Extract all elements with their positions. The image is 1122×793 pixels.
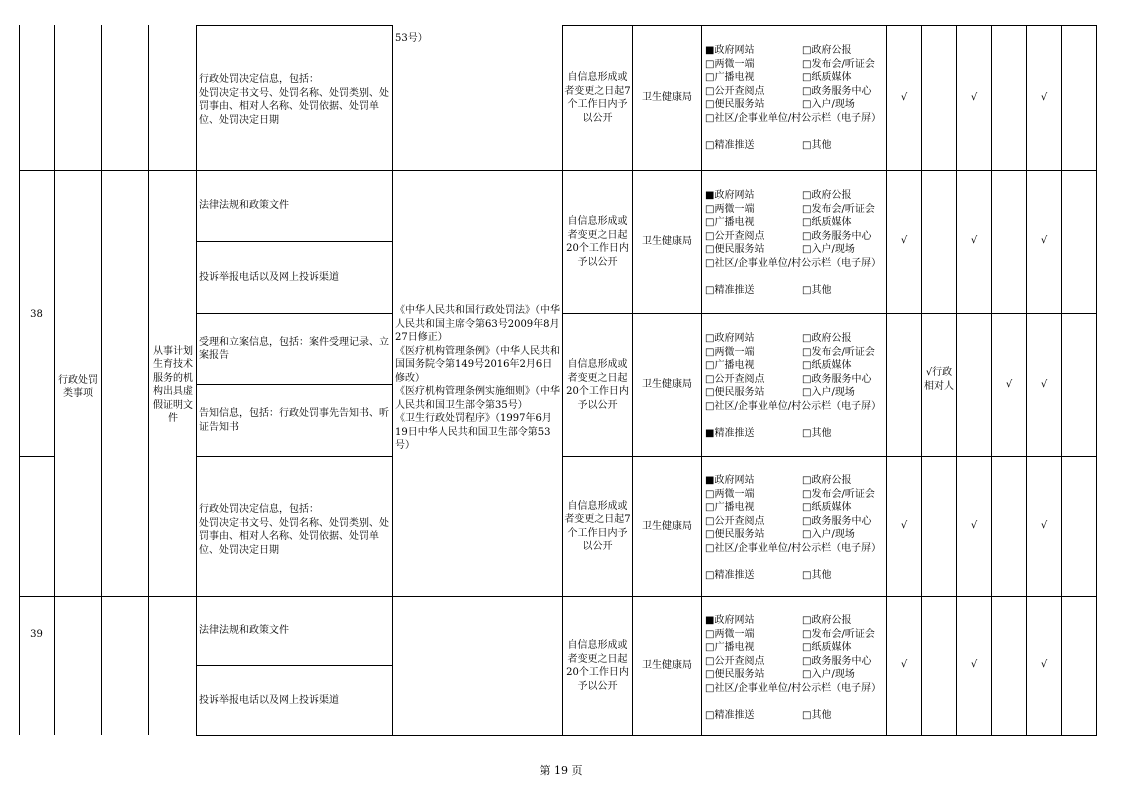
rule [19, 596, 1096, 597]
rule [19, 456, 54, 457]
channel-option-reading-point: □公开查阅点 [705, 655, 765, 667]
channel-option-gov-site: ■政府网站 [705, 615, 755, 626]
rule [148, 25, 149, 735]
check-mark: √ [1040, 659, 1048, 670]
check-mark: √ [1005, 379, 1013, 390]
rule [196, 735, 1096, 736]
channel-option-convenience: □便民服务站 [705, 529, 765, 540]
channel-row [705, 668, 885, 682]
item-cell: 法律法规和政策文件 [199, 200, 289, 212]
channel-option-other: □其他 [802, 709, 832, 721]
channel-list [705, 189, 885, 297]
channel-option-other: □其他 [802, 139, 832, 151]
channel-option-gov-gazette: □政府公报 [802, 190, 852, 201]
channel-row [705, 257, 885, 284]
channel-option-door: □入户/现场 [802, 244, 855, 255]
channel-row [705, 373, 885, 387]
subject-cell: 从事计划生育技术服务的机构出具虚假证明文件 [153, 345, 193, 424]
check-mark: √ [970, 92, 978, 103]
channel-option-reading-point: □公开查阅点 [705, 515, 765, 527]
department-cell: 卫生健康局 [642, 92, 692, 104]
channel-option-two-micro: □两微一端 [705, 203, 755, 215]
item-cell: 行政处罚决定信息，包括： 处罚决定书文号、处罚名称、处罚类别、处罚事由、相对人名称、处罚依据、处罚单位、处罚决定日期 [199, 504, 389, 556]
channel-list [705, 614, 885, 722]
check-mark: √ [900, 659, 908, 670]
channel-option-door: □入户/现场 [802, 99, 855, 110]
channel-option-press: □发布会/听证会 [802, 203, 875, 215]
rule [196, 25, 197, 736]
channel-option-press: □发布会/听证会 [802, 58, 875, 70]
check-mark: √ [1040, 235, 1048, 246]
time-limit-cell: 自信息形成或者变更之日起20个工作日内予以公开 [566, 359, 629, 411]
channel-option-convenience: □便民服务站 [705, 244, 765, 255]
channel-row [705, 230, 885, 244]
channel-option-paper-media: □纸质媒体 [802, 502, 852, 513]
channel-row [705, 98, 885, 112]
rule [886, 25, 887, 736]
channel-option-reading-point: □公开查阅点 [705, 230, 765, 242]
channel-option-gov-gazette: □政府公报 [802, 333, 852, 344]
channel-option-paper-media: □纸质媒体 [802, 217, 852, 228]
channel-option-service-center: □政务服务中心 [802, 515, 872, 527]
check-mark: √ [970, 235, 978, 246]
page-number: 第 19 页 [539, 764, 583, 777]
check-mark-with-note: √行政相对人 [924, 367, 954, 392]
channel-option-bulletin: □社区/企事业单位/村公示栏（电子屏） [705, 112, 882, 124]
check-mark: √ [970, 659, 978, 670]
check-mark: √ [900, 92, 908, 103]
channel-option-door: □入户/现场 [802, 529, 855, 540]
check-mark: √ [970, 520, 978, 531]
channel-option-precise: □精准推送 [705, 569, 755, 581]
channel-option-gov-site: ■政府网站 [705, 475, 755, 486]
channel-row [705, 284, 885, 298]
check-mark: √ [1040, 520, 1048, 531]
department-cell: 卫生健康局 [642, 379, 692, 391]
channel-option-broadcast: □广播电视 [705, 72, 755, 83]
channel-option-paper-media: □纸质媒体 [802, 642, 852, 653]
channel-option-press: □发布会/听证会 [802, 628, 875, 640]
channel-option-broadcast: □广播电视 [705, 502, 755, 513]
channel-option-paper-media: □纸质媒体 [802, 72, 852, 83]
channel-option-broadcast: □广播电视 [705, 217, 755, 228]
rule [196, 456, 392, 457]
channel-option-two-micro: □两微一端 [705, 58, 755, 70]
channel-row [705, 139, 885, 153]
channel-option-precise: □精准推送 [705, 139, 755, 151]
channel-option-service-center: □政务服务中心 [802, 230, 872, 242]
channel-option-other: □其他 [802, 569, 832, 581]
channel-list [705, 332, 885, 440]
rule [392, 25, 393, 736]
channel-option-two-micro: □两微一端 [705, 346, 755, 358]
channel-row [705, 44, 885, 58]
channel-option-gov-gazette: □政府公报 [802, 475, 852, 486]
channel-option-bulletin: □社区/企事业单位/村公示栏（电子屏） [705, 682, 882, 694]
channel-option-precise: □精准推送 [705, 284, 755, 296]
channel-option-other: □其他 [802, 284, 832, 296]
channel-row [705, 112, 885, 139]
check-mark: √ [1040, 92, 1048, 103]
rule [19, 170, 1096, 171]
department-cell: 卫生健康局 [642, 520, 692, 532]
channel-row [705, 71, 885, 85]
channel-option-broadcast: □广播电视 [705, 642, 755, 653]
channel-row [705, 58, 885, 72]
channel-row [705, 528, 885, 542]
time-limit-cell: 自信息形成或者变更之日起20个工作日内予以公开 [566, 216, 629, 268]
channel-option-convenience: □便民服务站 [705, 669, 765, 680]
channel-option-press: □发布会/听证会 [802, 488, 875, 500]
channel-option-paper-media: □纸质媒体 [802, 360, 852, 371]
channel-option-service-center: □政务服务中心 [802, 85, 872, 97]
department-cell: 卫生健康局 [642, 660, 692, 672]
channel-option-two-micro: □两微一端 [705, 488, 755, 500]
time-limit-cell: 自信息形成或者变更之日起7个工作日内予以公开 [564, 500, 631, 552]
channel-row [705, 682, 885, 709]
channel-row [705, 203, 885, 217]
channel-option-reading-point: □公开查阅点 [705, 85, 765, 97]
channel-row [705, 332, 885, 346]
channel-row [705, 641, 885, 655]
item-cell: 法律法规和政策文件 [199, 625, 289, 637]
channel-option-door: □入户/现场 [802, 387, 855, 398]
rule [1061, 25, 1062, 736]
channel-row [705, 542, 885, 569]
channel-row [705, 386, 885, 400]
channel-row [705, 427, 885, 441]
rule [1096, 25, 1097, 736]
channel-option-bulletin: □社区/企事业单位/村公示栏（电子屏） [705, 400, 882, 412]
channel-option-two-micro: □两微一端 [705, 628, 755, 640]
time-limit-cell: 自信息形成或者变更之日起20个工作日内予以公开 [566, 640, 629, 692]
rule [196, 25, 392, 26]
rule [101, 25, 102, 735]
channel-option-precise: ■精准推送 [705, 427, 755, 439]
channel-row [705, 216, 885, 230]
seq-number: 38 [30, 309, 43, 321]
channel-list [705, 44, 885, 152]
item-cell: 投诉举报电话以及网上投诉渠道 [199, 271, 339, 283]
basis-cell: 53号） [395, 33, 428, 44]
rule [54, 25, 55, 735]
basis-cell: 《中华人民共和国行政处罚法》（中华人民共和国主席令第63号2009年8月27日修正） 《医疗机构管理条例》（中华人民共和国国务院令第149号2016年2月6日修改） 《医疗机构管理条例实施细则》（中华人民共和国卫生部令第35号） 《卫生行政处罚程序》（1997年6月19日中华人民共和国卫生部令第53号） [395, 305, 560, 451]
channel-row [705, 346, 885, 360]
channel-row [705, 189, 885, 203]
rule [701, 25, 702, 736]
channel-row [705, 569, 885, 583]
channel-option-gov-site: ■政府网站 [705, 45, 755, 56]
channel-row [705, 501, 885, 515]
channel-row [705, 243, 885, 257]
channel-list [705, 474, 885, 582]
channel-option-precise: □精准推送 [705, 709, 755, 721]
channel-option-service-center: □政务服务中心 [802, 373, 872, 385]
channel-option-convenience: □便民服务站 [705, 387, 765, 398]
check-mark: √ [1040, 379, 1048, 390]
channel-option-broadcast: □广播电视 [705, 360, 755, 371]
category-cell: 行政处罚类事项 [58, 374, 98, 399]
department-cell: 卫生健康局 [642, 236, 692, 248]
channel-option-other: □其他 [802, 427, 832, 439]
channel-row [705, 359, 885, 373]
channel-option-reading-point: □公开查阅点 [705, 373, 765, 385]
item-cell: 行政处罚决定信息，包括： 处罚决定书文号、处罚名称、处罚类别、处罚事由、相对人名称、处罚依据、处罚单位、处罚决定日期 [199, 74, 389, 126]
channel-option-bulletin: □社区/企事业单位/村公示栏（电子屏） [705, 542, 882, 554]
channel-row [705, 614, 885, 628]
channel-row [705, 515, 885, 529]
channel-option-gov-site: □政府网站 [705, 333, 755, 344]
channel-row [705, 628, 885, 642]
item-cell: 受理和立案信息，包括：案件受理记录、立案报告 [199, 336, 389, 361]
channel-row [705, 85, 885, 99]
channel-option-service-center: □政务服务中心 [802, 655, 872, 667]
time-limit-cell: 自信息形成或者变更之日起7个工作日内予以公开 [564, 72, 631, 124]
channel-option-convenience: □便民服务站 [705, 99, 765, 110]
item-cell: 投诉举报电话以及网上投诉渠道 [199, 694, 339, 706]
channel-row [705, 400, 885, 427]
channel-row [705, 474, 885, 488]
channel-option-gov-gazette: □政府公报 [802, 615, 852, 626]
rule [956, 25, 957, 736]
check-mark: √ [900, 235, 908, 246]
channel-option-gov-site: ■政府网站 [705, 190, 755, 201]
channel-row [705, 709, 885, 723]
channel-row [705, 488, 885, 502]
channel-option-bulletin: □社区/企事业单位/村公示栏（电子屏） [705, 257, 882, 269]
seq-number: 39 [30, 629, 43, 641]
channel-row [705, 655, 885, 669]
channel-option-door: □入户/现场 [802, 669, 855, 680]
check-mark: √ [900, 520, 908, 531]
channel-option-press: □发布会/听证会 [802, 346, 875, 358]
channel-option-gov-gazette: □政府公报 [802, 45, 852, 56]
item-cell: 告知信息，包括：行政处罚事先告知书、听证告知书 [199, 408, 389, 433]
